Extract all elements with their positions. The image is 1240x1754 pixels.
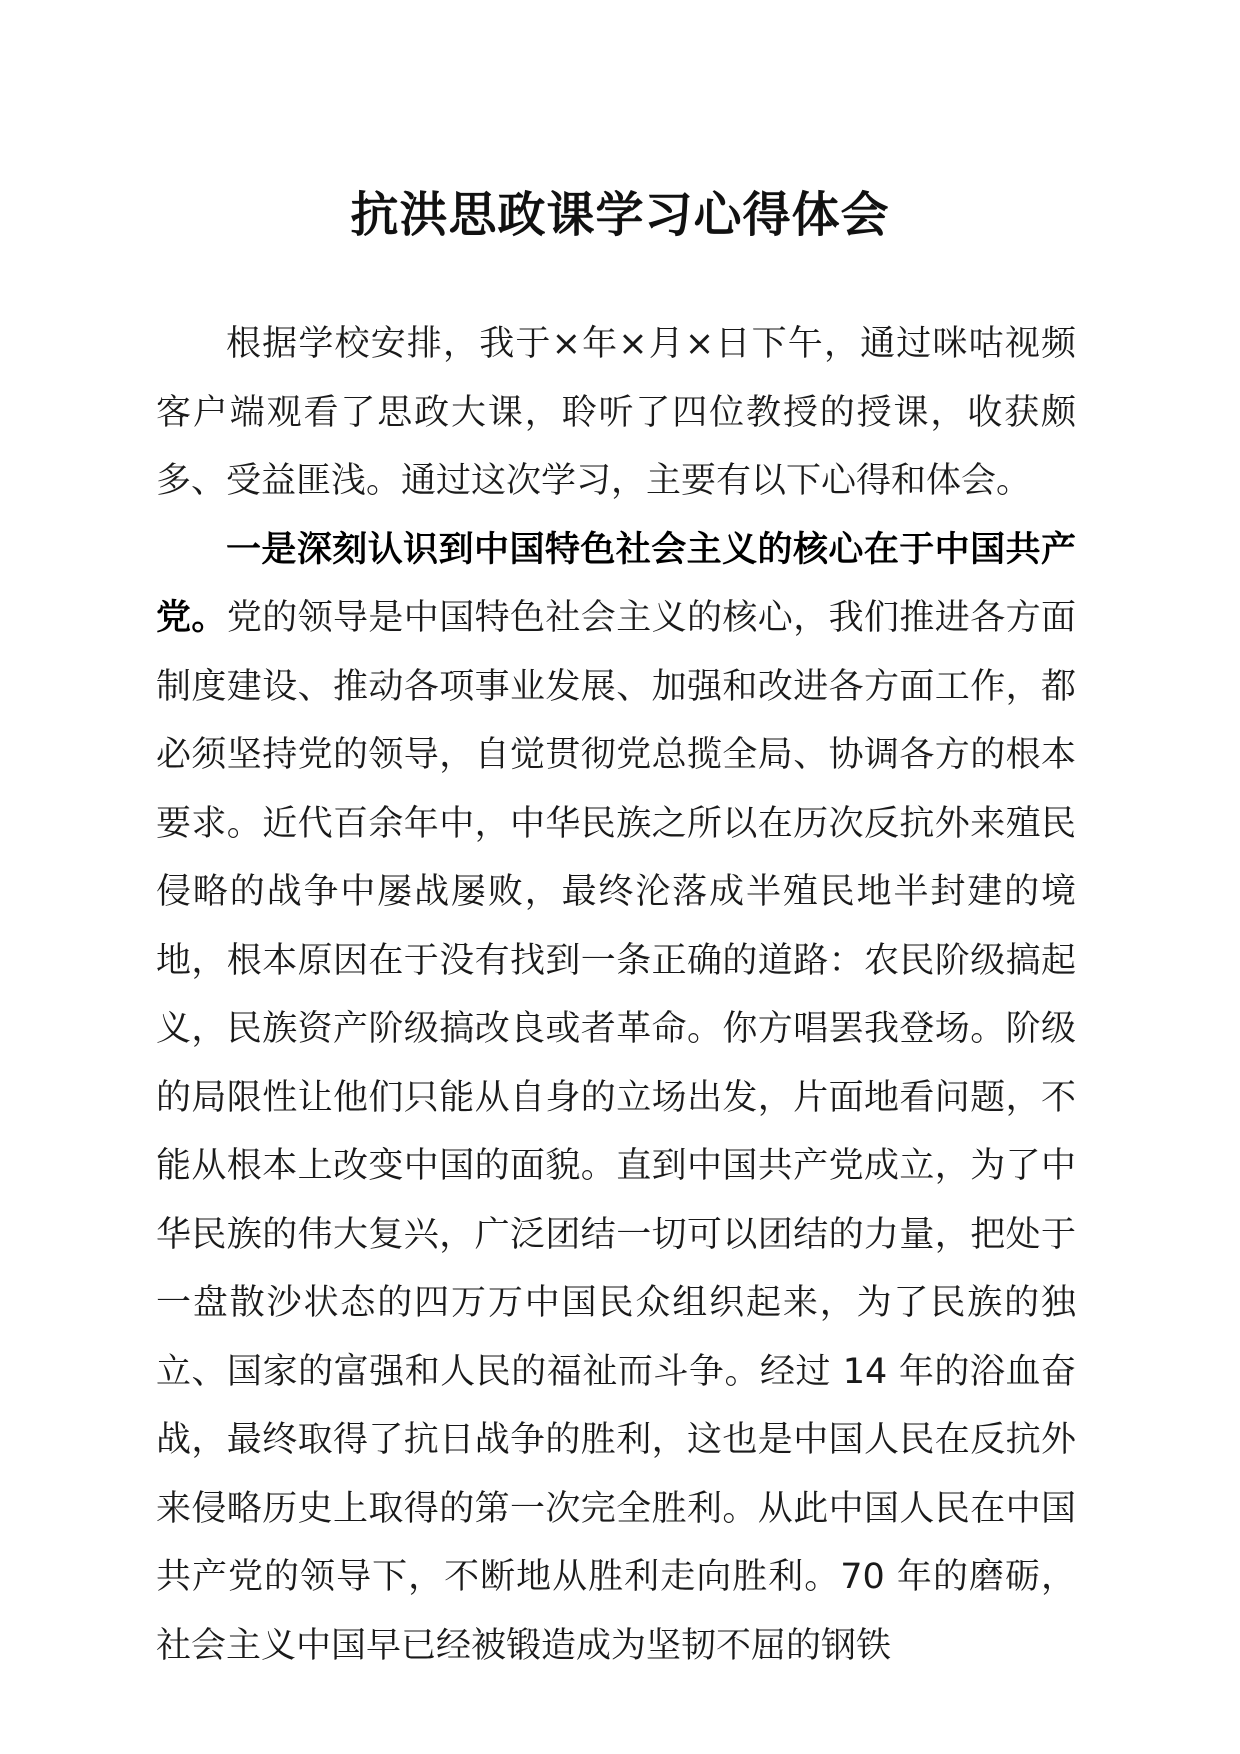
document-title: 抗洪思政课学习心得体会 [350, 187, 890, 243]
section-1-heading: 一是深刻认识到中国特色社会主义的核心在于中国共产党。 [156, 529, 1076, 638]
document-body [156, 310, 1076, 1680]
section-1-paragraph [156, 516, 1076, 1681]
section-1-text: 党的领导是中国特色社会主义的核心，我们推进各方面制度建设、推动各项事业发展、加强和改进各方面工作，都必须坚持党的领导，自觉贯彻党总揽全局、协调各方的根本要求。近代百余年中，中华民族之所以在历次反抗外来殖民侵略的战争中屡战屡败，最终沦落成半殖民地半封建的境地，根本原因在于没有找到一条正确的道路：农民阶级搞起义，民族资产阶级搞改良或者革命。你方唱罢我登场。阶级的局限性让他们只能从自身的立场出发，片面地看问题，不能从根本上改变中国的面貌。直到中国共产党成立，为了中华民族的伟大复兴，广泛团结一切可以团结的力量，把处于一盘散沙状态的四万万中国民众组织起来，为了民族的独立、国家的富强和人民的福祉而斗争。经过 14 年的浴血奋战，最终取得了抗日战争的胜利，这也是中国人民在反抗外来侵略历史上取得的第一次完全胜利。从此中国人民在中国共产党的领导下，不断地从胜利走向胜利。70 年的磨砺，社会主义中国早已经被锻造成为坚韧不屈的钢铁 [156, 598, 1076, 1666]
intro-paragraph: 根据学校安排，我于×年×月×日下午，通过咪咕视频客户端观看了思政大课，聆听了四位教授的授课，收获颇多、受益匪浅。通过这次学习，主要有以下心得和体会。 [156, 324, 1076, 501]
